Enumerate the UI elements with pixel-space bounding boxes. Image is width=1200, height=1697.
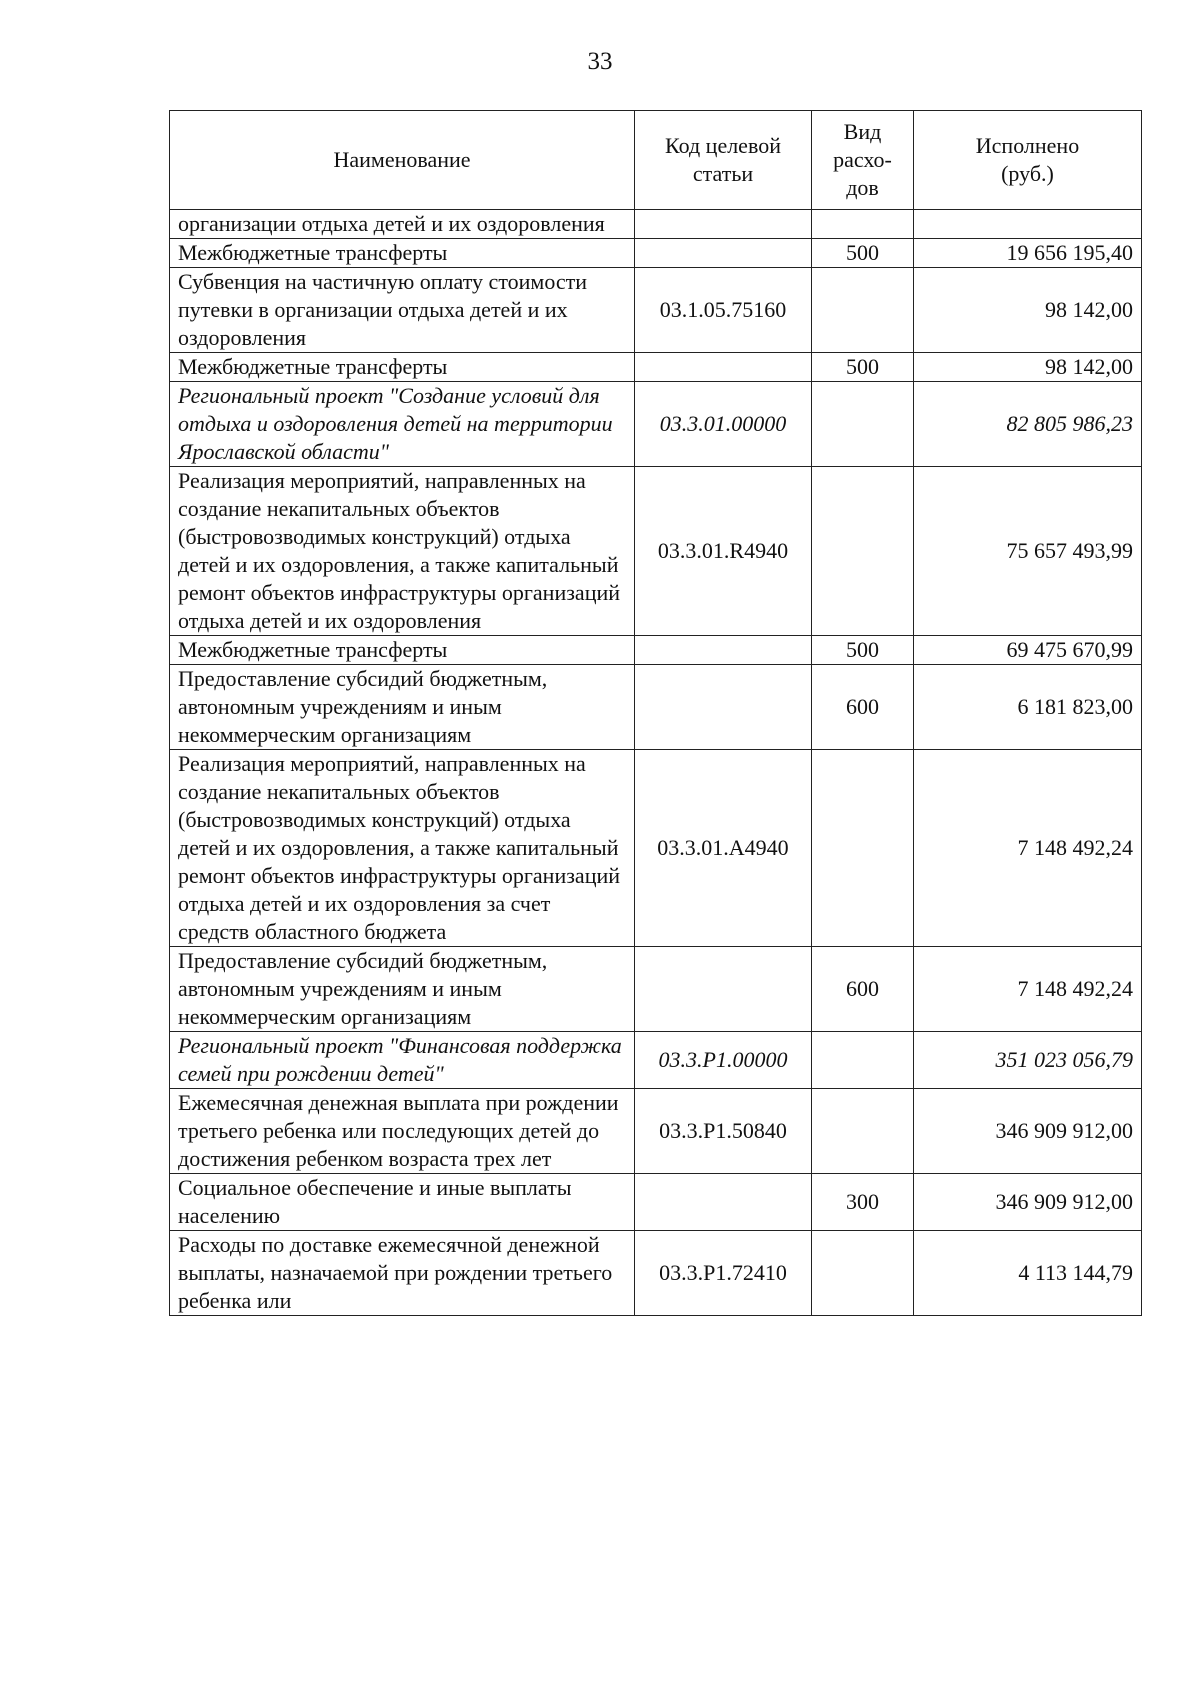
- cell-sum: 98 142,00: [914, 268, 1142, 353]
- cell-name: Региональный проект "Финансовая поддержка семей при рождении детей": [170, 1032, 635, 1089]
- cell-sum: 75 657 493,99: [914, 467, 1142, 636]
- cell-vid: 600: [812, 665, 914, 750]
- cell-sum: 346 909 912,00: [914, 1174, 1142, 1231]
- table-row: [170, 382, 1142, 467]
- cell-code: [635, 636, 812, 665]
- table-row: [170, 1231, 1142, 1316]
- cell-sum: [914, 210, 1142, 239]
- table-row: [170, 1032, 1142, 1089]
- cell-name: Предоставление субсидий бюджетным, автономным учреждениям и иным некоммерческим организациям: [170, 665, 635, 750]
- cell-vid: 500: [812, 353, 914, 382]
- cell-name: Ежемесячная денежная выплата при рождении третьего ребенка или последующих детей до достижения ребенком возраста трех лет: [170, 1089, 635, 1174]
- table-row: [170, 665, 1142, 750]
- table-row: [170, 750, 1142, 947]
- budget-table: [169, 110, 1142, 1316]
- header-vid: Вид расхо-дов: [812, 111, 914, 210]
- cell-sum: 7 148 492,24: [914, 750, 1142, 947]
- cell-code: [635, 1174, 812, 1231]
- cell-vid: [812, 1231, 914, 1316]
- cell-vid: [812, 382, 914, 467]
- cell-vid: 500: [812, 239, 914, 268]
- table-row: [170, 210, 1142, 239]
- cell-vid: [812, 210, 914, 239]
- cell-name: Социальное обеспечение и иные выплаты населению: [170, 1174, 635, 1231]
- cell-code: 03.3.01.R4940: [635, 467, 812, 636]
- header-code: Код целевой статьи: [635, 111, 812, 210]
- table-row: [170, 268, 1142, 353]
- cell-name: Межбюджетные трансферты: [170, 636, 635, 665]
- cell-vid: [812, 750, 914, 947]
- table-row: [170, 239, 1142, 268]
- cell-sum: 69 475 670,99: [914, 636, 1142, 665]
- page-number: 33: [587, 48, 613, 75]
- header-name: Наименование: [170, 111, 635, 210]
- table-row: [170, 467, 1142, 636]
- cell-sum: 19 656 195,40: [914, 239, 1142, 268]
- table-row: [170, 947, 1142, 1032]
- table-header-row: [170, 111, 1142, 210]
- cell-name: Предоставление субсидий бюджетным, автономным учреждениям и иным некоммерческим организациям: [170, 947, 635, 1032]
- cell-code: 03.1.05.75160: [635, 268, 812, 353]
- cell-vid: 600: [812, 947, 914, 1032]
- cell-sum: 351 023 056,79: [914, 1032, 1142, 1089]
- cell-name: Субвенция на частичную оплату стоимости путевки в организации отдыха детей и их оздоровления: [170, 268, 635, 353]
- table-row: [170, 1174, 1142, 1231]
- cell-name: организации отдыха детей и их оздоровления: [170, 210, 635, 239]
- cell-code: [635, 665, 812, 750]
- cell-name: Региональный проект "Создание условий для отдыха и оздоровления детей на территории Ярославской области": [170, 382, 635, 467]
- cell-code: [635, 947, 812, 1032]
- table-row: [170, 353, 1142, 382]
- cell-name: Межбюджетные трансферты: [170, 239, 635, 268]
- cell-name: Расходы по доставке ежемесячной денежной выплаты, назначаемой при рождении третьего ребенка или: [170, 1231, 635, 1316]
- cell-code: 03.3.01.А4940: [635, 750, 812, 947]
- cell-name: Реализация мероприятий, направленных на создание некапитальных объектов (быстровозводимых конструкций) отдыха детей и их оздоровления, а также капитальный ремонт объектов инфраструктуры организаций отдыха детей и их оздоровления за счет средств областного бюджета: [170, 750, 635, 947]
- cell-vid: [812, 1089, 914, 1174]
- cell-name: Реализация мероприятий, направленных на создание некапитальных объектов (быстровозводимых конструкций) отдыха детей и их оздоровления, а также капитальный ремонт объектов инфраструктуры организаций отдыха детей и их оздоровления: [170, 467, 635, 636]
- cell-sum: 346 909 912,00: [914, 1089, 1142, 1174]
- header-sum: Исполнено (руб.): [914, 111, 1142, 210]
- cell-vid: 300: [812, 1174, 914, 1231]
- cell-code: [635, 239, 812, 268]
- cell-sum: 7 148 492,24: [914, 947, 1142, 1032]
- cell-sum: 4 113 144,79: [914, 1231, 1142, 1316]
- table-row: [170, 1089, 1142, 1174]
- cell-vid: 500: [812, 636, 914, 665]
- cell-code: 03.3.Р1.50840: [635, 1089, 812, 1174]
- cell-vid: [812, 268, 914, 353]
- cell-sum: 6 181 823,00: [914, 665, 1142, 750]
- cell-code: [635, 210, 812, 239]
- cell-sum: 98 142,00: [914, 353, 1142, 382]
- cell-name: Межбюджетные трансферты: [170, 353, 635, 382]
- cell-code: 03.3.Р1.00000: [635, 1032, 812, 1089]
- table-row: [170, 636, 1142, 665]
- cell-sum: 82 805 986,23: [914, 382, 1142, 467]
- cell-code: 03.3.Р1.72410: [635, 1231, 812, 1316]
- cell-code: [635, 353, 812, 382]
- cell-vid: [812, 467, 914, 636]
- cell-vid: [812, 1032, 914, 1089]
- cell-code: 03.3.01.00000: [635, 382, 812, 467]
